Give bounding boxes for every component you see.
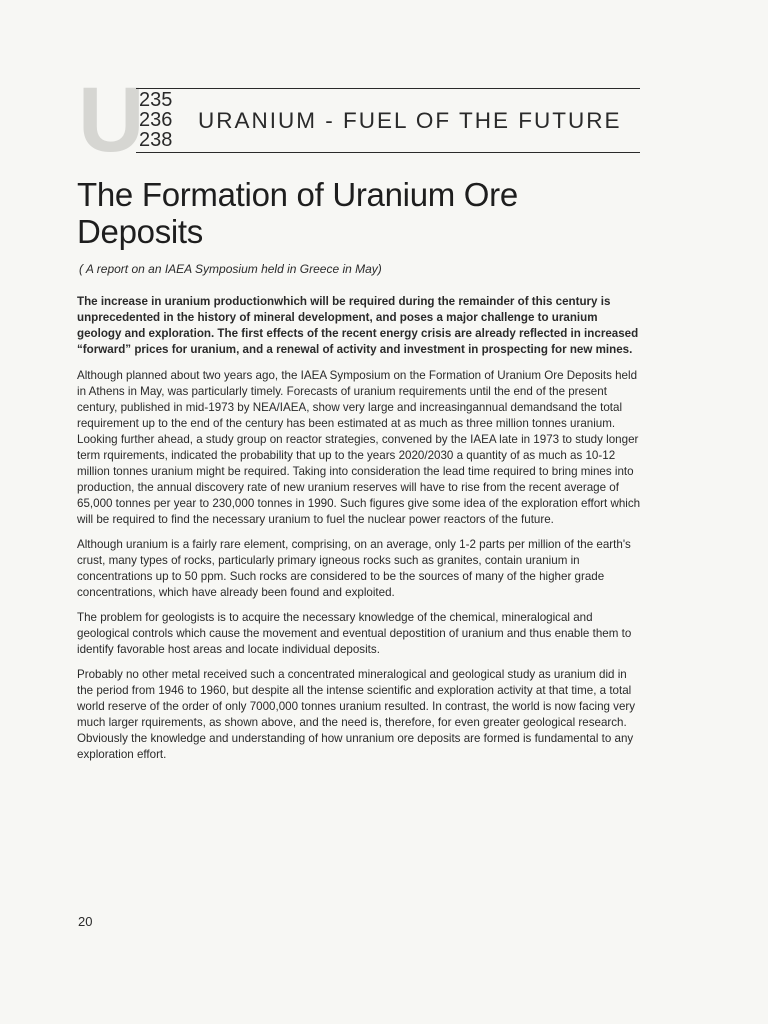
body-paragraph-1: Although planned about two years ago, the IAEA Symposium on the Formation of Uranium Ore Deposits held in Athens in May, was particularly timely. Forecasts of uranium requirements until the end of the present century, published in mid-1973 by NEA/IAEA, show very large and increasingannual demandsand the total requirement up to the end of the century has been estimated at as much as three million tonnes uranium. Looking further ahead, a study group on reactor strategies, convened by the IAEA late in 1973 to study longer term rquirements, indicated the probability that up to the years 2020/2030 a quantity of as much as 10-12 million tonnes uranium might be required. Taking into consideration the lead time required to bring mines into production, the annual discovery rate of new uranium reserves will have to rise from the recent average of 65,000 tonnes per year to 230,000 tonnes in 1990. Such figures give some idea of the exploration effort which will be required to find the necessary uranium to fuel the nuclear power reactors of the future. — [77, 369, 641, 526]
article-body — [77, 294, 643, 772]
header-rule-bottom — [136, 152, 640, 153]
series-logo-letter: U — [78, 69, 143, 171]
series-header — [78, 69, 640, 171]
article-title-line1: The Formation of Uranium Ore — [77, 176, 518, 213]
lead-paragraph: The increase in uranium productionwhich will be required during the remainder of this century is unprecedented in the history of mineral development, and poses a major challenge to uranium geology and exploration. The first effects of the recent energy crisis are already reflected in increased “forward” prices for uranium, and a renewal of activity and investment in prospecting for new mines. — [77, 295, 639, 356]
isotope-236: 236 — [139, 109, 173, 131]
body-paragraph-4: Probably no other metal received such a concentrated mineralogical and geological study as uranium did in the period from 1946 to 1960, but despite all the intense scientific and exploration activity at that time, a total world reserve of the order of only 7000,000 tonnes uranium resulted. In contrast, the world is now facing very much larger rquirements, as shown above, and the need is, therefore, for even greater geological research. Obviously the knowledge and understanding of how unranium ore deposits are formed is fundamental to any exploration effort. — [77, 668, 636, 761]
series-title: URANIUM - FUEL OF THE FUTURE — [198, 108, 622, 133]
isotope-numbers — [139, 90, 172, 150]
article-subtitle: ( A report on an IAEA Symposium held in Greece in May) — [79, 262, 382, 276]
article-title — [77, 176, 677, 250]
header-rule-top — [136, 88, 640, 89]
body-paragraph-3: The problem for geologists is to acquire the necessary knowledge of the chemical, mineralogical and geological controls which cause the movement and eventual depostition of uranium and thus enable them to identify favorable host areas and locate individual deposits. — [77, 611, 632, 656]
body-paragraph-2: Although uranium is a fairly rare element, comprising, on an average, only 1-2 parts per million of the earth's crust, many types of rocks, particularly primary igneous rocks such as granites, contain uranium in concentrations up to 50 ppm. Such rocks are considered to be the sources of many of the higher grade concentrations, which have already been found and exploited. — [77, 538, 631, 599]
article-title-line2: Deposits — [77, 213, 203, 250]
isotope-238: 238 — [139, 129, 173, 151]
isotope-235: 235 — [139, 89, 173, 111]
page-number: 20 — [78, 914, 93, 929]
